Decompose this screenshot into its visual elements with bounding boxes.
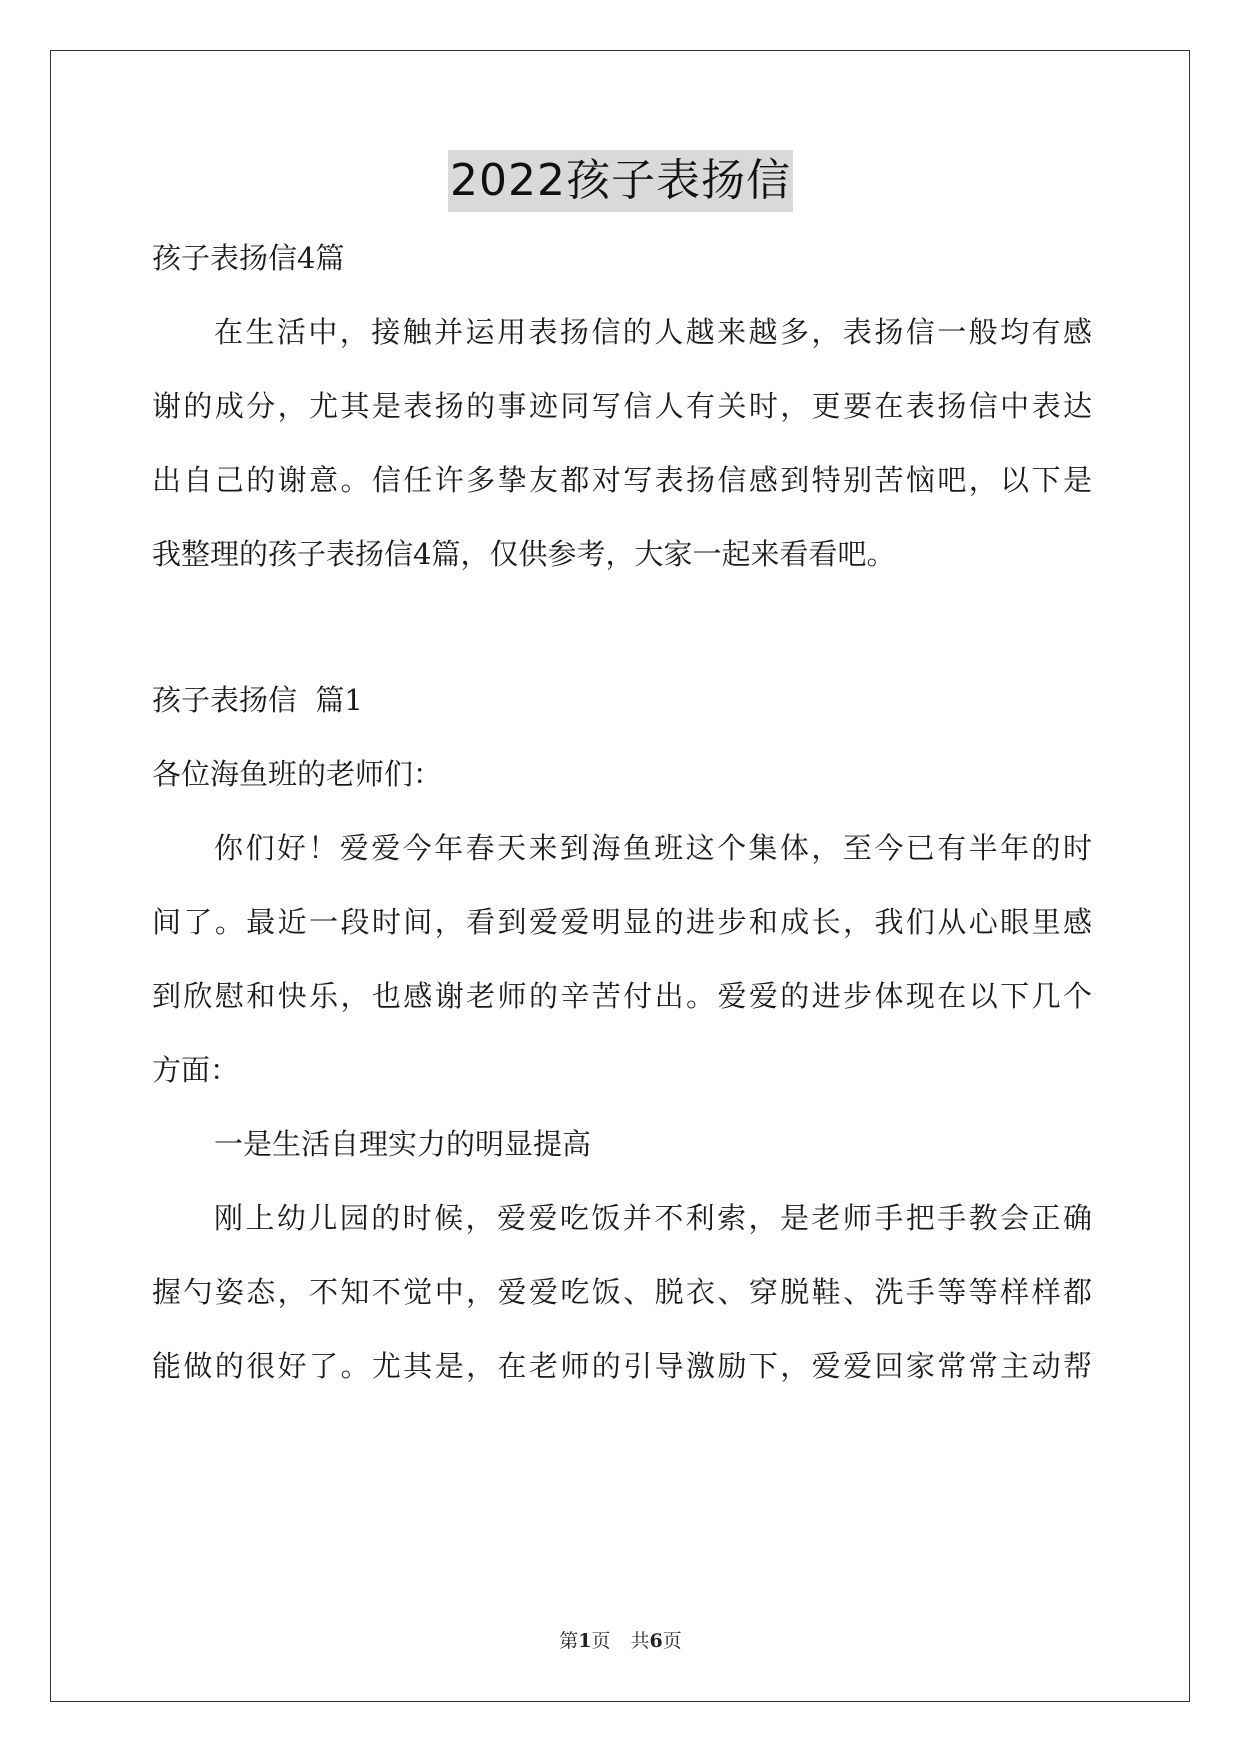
intro-line-1: 在生活中，接触并运用表扬信的人越来越多，表扬信一般均有感 — [214, 315, 1092, 349]
footer-page-prefix: 第 — [559, 1630, 579, 1652]
section-heading: 孩子表扬信 篇1 — [152, 683, 363, 717]
footer-total-unit: 页 — [662, 1630, 682, 1652]
document-subtitle: 孩子表扬信4篇 — [152, 241, 345, 275]
title-wrap — [0, 150, 1241, 212]
footer-page-unit: 页 — [591, 1630, 611, 1652]
point-one-heading: 一是生活自理实力的明显提高 — [214, 1127, 592, 1161]
body-para2-line-3: 能做的很好了。尤其是，在老师的引导激励下，爱爱回家常常主动帮 — [152, 1349, 1092, 1383]
page-footer — [0, 1628, 1241, 1654]
body-para1-line-3: 到欣慰和快乐，也感谢老师的辛苦付出。爱爱的进步体现在以下几个 — [152, 979, 1092, 1013]
footer-page-current: 1 — [578, 1630, 592, 1652]
intro-line-2: 谢的成分，尤其是表扬的事迹同写信人有关时，更要在表扬信中表达 — [152, 389, 1092, 423]
body-para1-line-1: 你们好！爱爱今年春天来到海鱼班这个集体，至今已有半年的时 — [214, 831, 1092, 865]
salutation: 各位海鱼班的老师们： — [152, 757, 443, 791]
intro-line-3: 出自己的谢意。信任许多挚友都对写表扬信感到特别苦恼吧，以下是 — [152, 463, 1092, 497]
intro-line-4: 我整理的孩子表扬信4篇，仅供参考，大家一起来看看吧。 — [152, 537, 896, 571]
body-para1-line-4: 方面： — [152, 1053, 240, 1087]
footer-total-prefix: 共 — [630, 1630, 650, 1652]
page-border — [50, 50, 1190, 1702]
body-para1-line-2: 间了。最近一段时间，看到爱爱明显的进步和成长，我们从心眼里感 — [152, 905, 1092, 939]
body-para2-line-1: 刚上幼儿园的时候，爱爱吃饭并不利索，是老师手把手教会正确 — [214, 1201, 1092, 1235]
body-para2-line-2: 握勺姿态，不知不觉中，爱爱吃饭、脱衣、穿脱鞋、洗手等等样样都 — [152, 1275, 1092, 1309]
document-title: 2022孩子表扬信 — [448, 150, 793, 212]
footer-page-total: 6 — [649, 1630, 663, 1652]
